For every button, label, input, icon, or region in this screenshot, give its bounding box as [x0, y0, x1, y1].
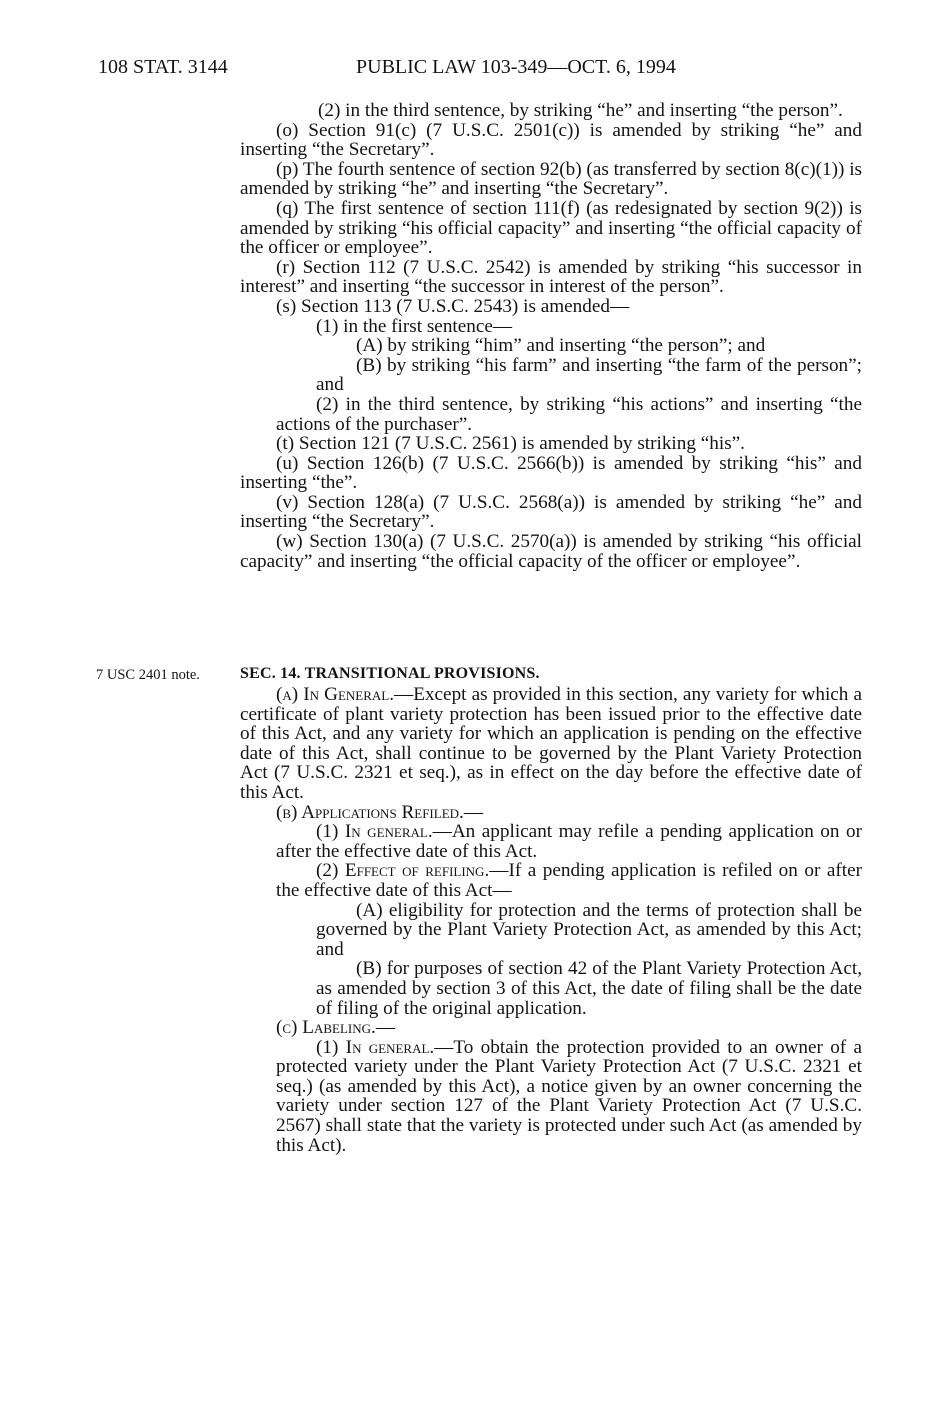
public-law-title: PUBLIC LAW 103-349—OCT. 6, 1994: [356, 56, 676, 78]
amendments-block: [240, 101, 862, 571]
paragraph-c1-label: (1) In general.: [316, 1036, 435, 1058]
subsection-c-text: —: [375, 1017, 395, 1039]
subsection-a-label: (a) In General.: [276, 684, 395, 705]
amendment-paragraph: (t) Section 121 (7 U.S.C. 2561) is amended by striking “his”.: [276, 433, 745, 455]
section-14-body: [240, 685, 862, 1155]
amendment-paragraph: (v) Section 128(a) (7 U.S.C. 2568(a)) is amended by striking “he” and inserting “the Secretary”.: [240, 491, 862, 533]
subsection-c: [240, 1018, 862, 1038]
amendment-paragraph: (w) Section 130(a) (7 U.S.C. 2570(a)) is amended by striking “his official capacity” and inserting “the official capacity of the officer or employee”.: [240, 531, 862, 572]
amendment-paragraph: (B) by striking “his farm” and inserting “the farm of the person”; and: [316, 354, 862, 396]
amendment-paragraph: (2) in the third sentence, by striking “he” and inserting “the person”.: [318, 100, 843, 121]
section-heading: SEC. 14. TRANSITIONAL PROVISIONS.: [240, 665, 540, 682]
paragraph-b1-text: —An applicant may refile a pending application on or after the effective date of this Act.: [276, 821, 862, 862]
amendment-paragraph: (1) in the first sentence—: [316, 315, 513, 337]
amendment-paragraph: (p) The fourth sentence of section 92(b) (as transferred by section 8(c)(1)) is amended by striking “he” and inserting “the Secretary”.: [240, 158, 862, 200]
subsection-a: [240, 685, 862, 803]
amendment-paragraph: (2) in the third sentence, by striking “his actions” and inserting “the actions of the purchaser”.: [276, 393, 862, 435]
paragraph-b2: [240, 861, 862, 900]
subparagraph-b2b: (B) for purposes of section 42 of the Plant Variety Protection Act, as amended by section 3 of this Act, the date of filing shall be the date of filing of the original application.: [316, 958, 862, 1019]
amendment-paragraph: (o) Section 91(c) (7 U.S.C. 2501(c)) is amended by striking “he” and inserting “the Secretary”.: [240, 119, 862, 161]
amendment-paragraph: (s) Section 113 (7 U.S.C. 2543) is amended—: [276, 295, 630, 317]
subsection-a-text: —Except as provided in this section, any variety for which a certificate of plant variety protection has been issued prior to the effective date of this Act, and any variety for which an application is pending on the effective date of this Act, shall continue to be governed by the Plant Variety Protection Act (7 U.S.C. 2321 et seq.), as in effect on the day before the effective date of this Act.: [240, 684, 862, 803]
amendment-paragraph: (r) Section 112 (7 U.S.C. 2542) is amended by striking “his successor in interest” and inserting “the successor in interest of the person”.: [240, 256, 862, 298]
subsection-c-label: (c) Labeling.: [276, 1017, 376, 1039]
paragraph-b1-label: (1) In general.: [316, 821, 433, 843]
margin-citation-note: 7 USC 2401 note.: [96, 667, 200, 683]
page-header: [0, 56, 949, 86]
amendment-paragraph: (u) Section 126(b) (7 U.S.C. 2566(b)) is amended by striking “his” and inserting “the”.: [240, 452, 862, 494]
paragraph-b2-text: —If a pending application is refiled on or after the effective date of this Act—: [276, 860, 862, 901]
amendment-paragraph: (A) by striking “him” and inserting “the person”; and: [356, 335, 766, 357]
statute-page-number: 108 STAT. 3144: [98, 56, 228, 78]
paragraph-c1: [240, 1038, 862, 1156]
paragraph-b1: [240, 822, 862, 861]
subsection-b-label: (b) Applications Refiled.: [276, 801, 464, 823]
subsection-b: [240, 803, 862, 823]
paragraph-b2-label: (2) Effect of refiling.: [316, 860, 490, 882]
subsection-b-text: —: [463, 801, 484, 823]
amendment-paragraph: (q) The first sentence of section 111(f) (as redesignated by section 9(2)) is amended by striking “his official capacity” and inserting “the official capacity of the officer or employee”.: [240, 197, 862, 259]
paragraph-c1-text: —To obtain the protection provided to an owner of a protected variety under the Plant Variety Protection Act (7 U.S.C. 2321 et seq.) (as amended by this Act), a notice given by an owner concerning the variety under section 127 of the Plant Variety Protection Act (7 U.S.C. 2567) shall state that the variety is protected under such Act (as amended by this Act).: [276, 1036, 862, 1156]
subparagraph-b2a: (A) eligibility for protection and the terms of protection shall be governed by the Plant Variety Protection Act, as amended by this Act; and: [316, 899, 862, 960]
